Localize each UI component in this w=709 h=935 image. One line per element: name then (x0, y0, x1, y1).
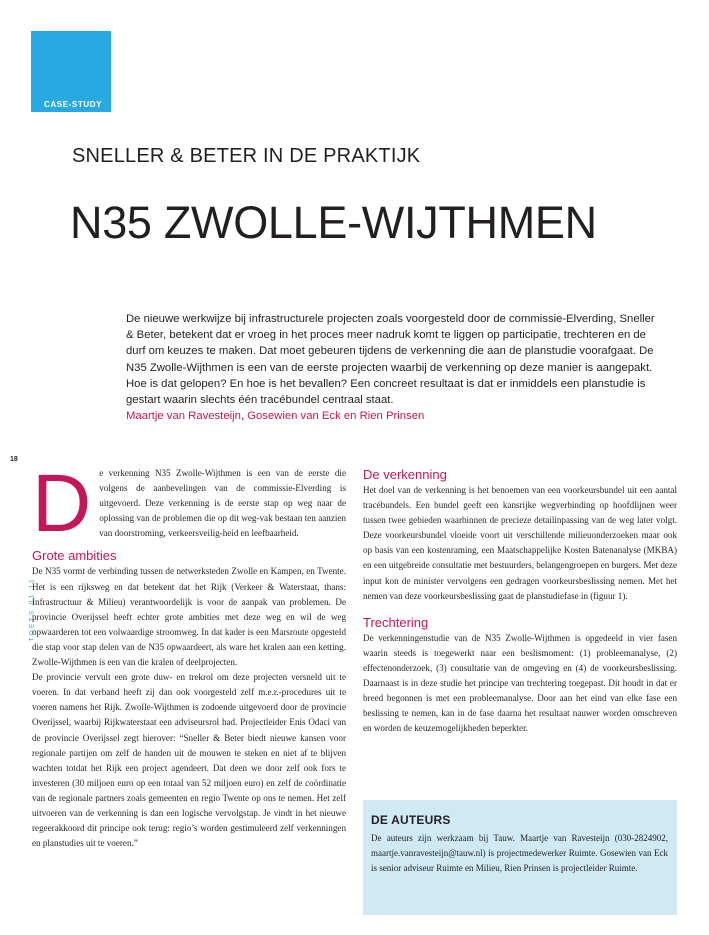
column-left (32, 458, 346, 851)
intro-block (126, 311, 656, 424)
lead-paragraph: e verkenning N35 Zwolle-Wijthmen is een van de eerste die volgens de aanbevelingen van de commissie-Elverding is uitgevoerd. Deze verkenning is de eerste stap op weg naar de oplossing van de problemen die op dit weg-vak bestaan ten aanzien van doorstroming, verkeersveilig-heid en leefbaarheid. (99, 468, 346, 539)
page-number: 18 (10, 456, 18, 463)
intro-text: De nieuwe werkwijze bij infrastructurele projecten zoals voorgesteld door de commissie-Elverding, Sneller & Beter, betekent dat er vroeg in het proces meer nadruk komt te liggen op participatie, trechteren en de durf om keuzes te maken. Dat moet gebeuren tijdens de verkenning die aan de planstudie voorafgaat. De N35 Zwolle-Wijthmen is een van de eerste projecten waarbij de verkenning op deze manier is aangepakt. Hoe is dat gelopen? En hoe is het bevallen? Een concreet resultaat is dat er inmiddels een planstudie is gestart waarin slechts één tracébundel centraal staat. (126, 313, 655, 407)
paragraph: De verkenningenstudie van de N35 Zwolle-Wijthmen is opgedeeld in vier fasen waarin steeds is toegewerkt naar een beslismoment: (1) probleemanalyse, (2) effectenonderzoek, (3) consultatie van de omgeving en (4) de voorkeursbeslissing. Daarnaast is in deze studie het principe van trechtering toegepast. Dit houdt in dat er breed begonnen is met een probleemanalyse. Door aan het eind van elke fase een beslissing te nemen, kan in de fase daarna het resultaat nauwer worden omschreven en worden de keuzemogelijkheden beperkter. (363, 632, 677, 734)
paragraph: De N35 vormt de verbinding tussen de netwerksteden Zwolle en Kampen, en Twente. Het is een rijksweg en dat betekent dat het Rijk (Verkeer & Waterstaat, thans: Infrastructuur & Milieu) verantwoordelijk is voor de aanpak van problemen. De provincie Overijssel heeft echter grote ambities met deze weg en wil de weg opwaarderen tot een volwaardige stroomweg. In dat kader is een Marsroute opgesteld die stap voor stap delen van de N35 opwaardeert, als ware het kralen aan een ketting. Zwolle-Wijthmen is een van die kralen of deelprojecten. (32, 566, 346, 668)
authors-heading: DE AUTEURS (371, 813, 451, 827)
magazine-issue: TOETS 01 11 (28, 577, 36, 642)
byline: Maartje van Ravesteijn, Gosewien van Eck en Rien Prinsen (126, 410, 425, 423)
article-title: N35 ZWOLLE-WIJTHMEN (70, 197, 597, 248)
case-study-label: CASE-STUDY (44, 100, 103, 109)
heading-grote-ambities: Grote ambities (32, 548, 117, 564)
case-study-tag (31, 31, 111, 112)
paragraph: De provincie vervult een grote duw- en trekrol om deze projecten versneld uit te voeren. In dat verband heeft zij dan ook voorgesteld zelf m.e.r.-procedures uit te voeren namens het Rijk. Zwolle-Wijthmen is zodoende uitgevoerd door de provincie Overijssel, waarbij Rijkwaterstaat een adviseursrol had. Projectleider Enis Odaci van de provincie Overijssel zegt hierover: “Sneller & Beter biedt nieuwe kansen voor regionale partijen om zelf de handen uit de mouwen te steken en niet af te blijven wachten totdat het Rijk een project agendeert. Dat deen we door zelf ook fors te investeren (30 miljoen euro op een totaal van 52 miljoen euro) en zelf de coördinatie van de regionale partners zoals gemeenten en regio Twente op ons te nemen. Het zelf uitvoeren van de verkenning is dan een logische vervolgstap. Je vindt in het nieuwe regeerakkoord dit principe ook terug: regio’s worden gestimuleerd zelf verkenningen en planstudies uit te voeren.” (32, 672, 346, 849)
paragraph: Het doel van de verkenning is het benoemen van een voorkeursbundel uit een aantal tracébundels. Een bundel geeft een kansrijke wegverbinding op hoofdlijnen weer tussen twee gebieden waarbinnen de precieze detailinpassing van de weg later volgt. Deze voorkeursbundel vloeide voort uit verschillende milieuonderzoeken maar ook op basis van een kostenraming, een Maatschappelijke Kosten Batenanalyse (MKBA) en een uitgebreide consultatie met bestuurders, belangengroepen en burgers. Met deze input kon de minister vervolgens een gedragen voorkeursbeslissing nemen. Met het nemen van deze voorkeursbeslissing gaat de planstudiefase in (figuur 1). (363, 485, 677, 601)
heading-trechtering: Trechtering (363, 614, 429, 630)
column-right (363, 466, 677, 736)
authors-text-block (371, 831, 668, 876)
authors-text: De auteurs zijn werkzaam bij Tauw. Maartje van Ravesteijn (030-2824902, maartje.vanravesteijn@tauw.nl) is projectmedewerker Ruimte. Gosewien van Eck is senior adviseur Ruimte en Milieu, Rien Prinsen is projectleider Ruimte. (371, 833, 668, 874)
authors-box (363, 800, 677, 915)
drop-cap: D (32, 458, 92, 549)
heading-de-verkenning: De verkenning (363, 467, 447, 482)
article-subtitle: SNELLER & BETER IN DE PRAKTIJK (72, 145, 421, 167)
